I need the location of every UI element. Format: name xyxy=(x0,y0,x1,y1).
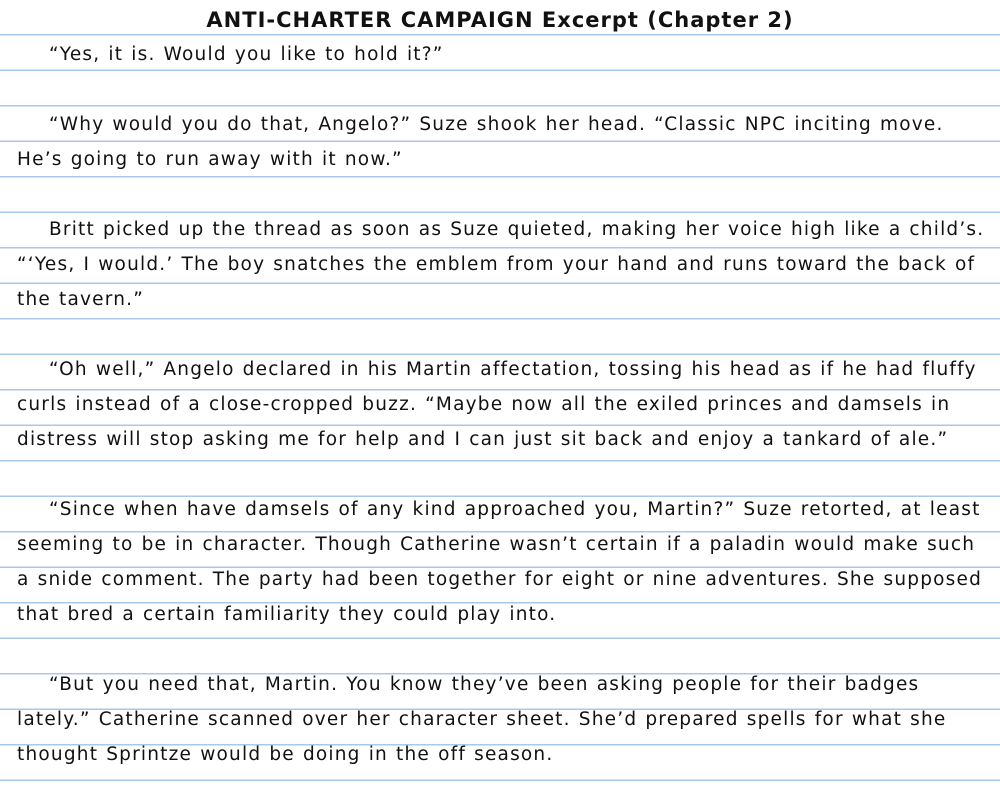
paragraph-6: “But you need that, Martin. You know they’ve been asking people for their badges lately.” Catherine scanned over her character sheet. She’d prepared spells for what she thought Sprintze would be doing in the off season. xyxy=(17,674,947,765)
paragraph-5: “Since when have damsels of any kind approached you, Martin?” Suze retorted, at least seeming to be in character. Though Catherine wasn’t certain if a paladin would make such a snide comment. The party had been together for eight or nine adventures. She supposed that bred a certain familiarity they could play into. xyxy=(17,499,983,625)
paragraph-2: “Why would you do that, Angelo?” Suze shook her head. “Classic NPC inciting move. He’s going to run away with it now.” xyxy=(17,114,944,170)
paragraph-1: “Yes, it is. Would you like to hold it?” xyxy=(49,44,444,65)
excerpt-body xyxy=(17,37,992,807)
paragraph-4: “Oh well,” Angelo declared in his Martin affectation, tossing his head as if he had fluffy curls instead of a close-cropped buzz. “Maybe now all the exiled princes and damsels in distress will stop asking me for help and I can just sit back and enjoy a tankard of ale.” xyxy=(17,359,977,450)
document-title: ANTI-CHARTER CAMPAIGN Excerpt (Chapter 2) xyxy=(206,8,794,32)
paragraph-3: Britt picked up the thread as soon as Suze quieted, making her voice high like a child’s. “‘Yes, I would.’ The boy snatches the emblem from your hand and runs toward the back of the tavern.” xyxy=(17,219,985,310)
